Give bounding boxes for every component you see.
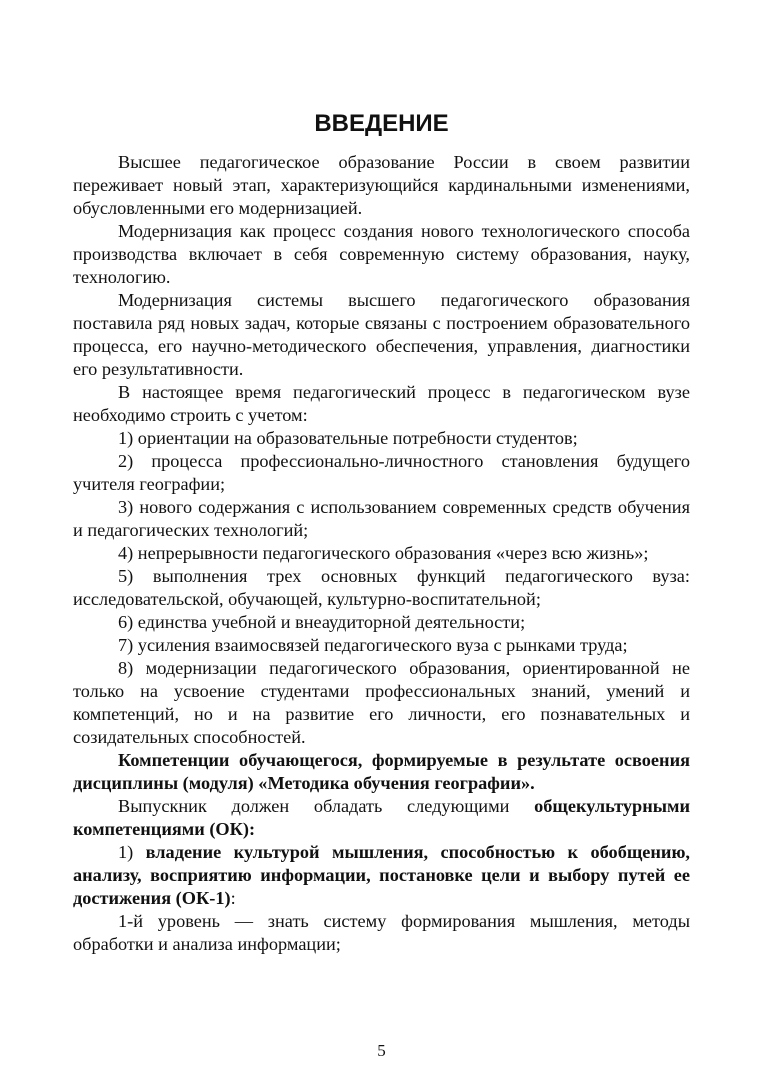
list-item: 6) единства учебной и внеаудиторной деятельности; [118, 612, 526, 632]
level-1-paragraph: 1-й уровень — знать систему формирования мышления, методы обработки и анализа информации; [73, 911, 690, 954]
list-item: 8) модернизации педагогического образования, ориентированной не только на усвоение студентами профессиональных знаний, умений и компетенций, но и на развитие его личности, его познавательных и созидательных способностей. [73, 658, 690, 747]
page-title: ВВЕДЕНИЕ [314, 110, 449, 137]
competence-ok1 [73, 841, 690, 910]
intro-paragraph-4: В настоящее время педагогический процесс в педагогическом вузе необходимо строить с учетом: [73, 382, 690, 425]
document-body [73, 151, 690, 956]
competence-ok1-text: владение культурой мышления, способностью к обобщению, анализу, восприятию информации, постановке цели и выбору путей ее достижения (ОК-1) [73, 842, 690, 908]
list-item: 3) нового содержания с использованием современных средств обучения и педагогических технологий; [73, 497, 690, 540]
graduate-paragraph-plain: Выпускник должен обладать следующими [118, 796, 535, 816]
graduate-paragraph [73, 795, 690, 841]
intro-paragraph-1: Высшее педагогическое образование России в своем развитии переживает новый этап, характеризующийся кардинальными изменениями, обусловленными его модернизацией. [73, 152, 690, 218]
intro-paragraph-2: Модернизация как процесс создания нового технологического способа производства включает в себя современную систему образования, науку, технологию. [73, 221, 690, 287]
list-item: 2) процесса профессионально-личностного становления будущего учителя географии; [73, 451, 690, 494]
competence-heading: Компетенции обучающегося, формируемые в результате освоения дисциплины (модуля) «Методика обучения географии». [73, 750, 690, 793]
competence-ok1-number: 1) [118, 842, 146, 862]
competence-ok1-tail: : [230, 888, 236, 908]
list-item: 4) непрерывности педагогического образования «через всю жизнь»; [118, 543, 649, 563]
intro-paragraph-3: Модернизация системы высшего педагогического образования поставила ряд новых задач, которые связаны с построением образовательного процесса, его научно-методического обеспечения, управления, диагностики его результативности. [73, 290, 690, 379]
graduate-paragraph-bold: общекультурными компетенциями (ОК): [73, 796, 690, 839]
list-item: 5) выполнения трех основных функций педагогического вуза: исследовательской, обучающей, культурно-воспитательной; [73, 566, 690, 609]
list-item: 1) ориентации на образовательные потребности студентов; [118, 428, 578, 448]
list-item: 7) усиления взаимосвязей педагогического вуза с рынками труда; [118, 635, 628, 655]
page-number: 5 [377, 1041, 386, 1060]
